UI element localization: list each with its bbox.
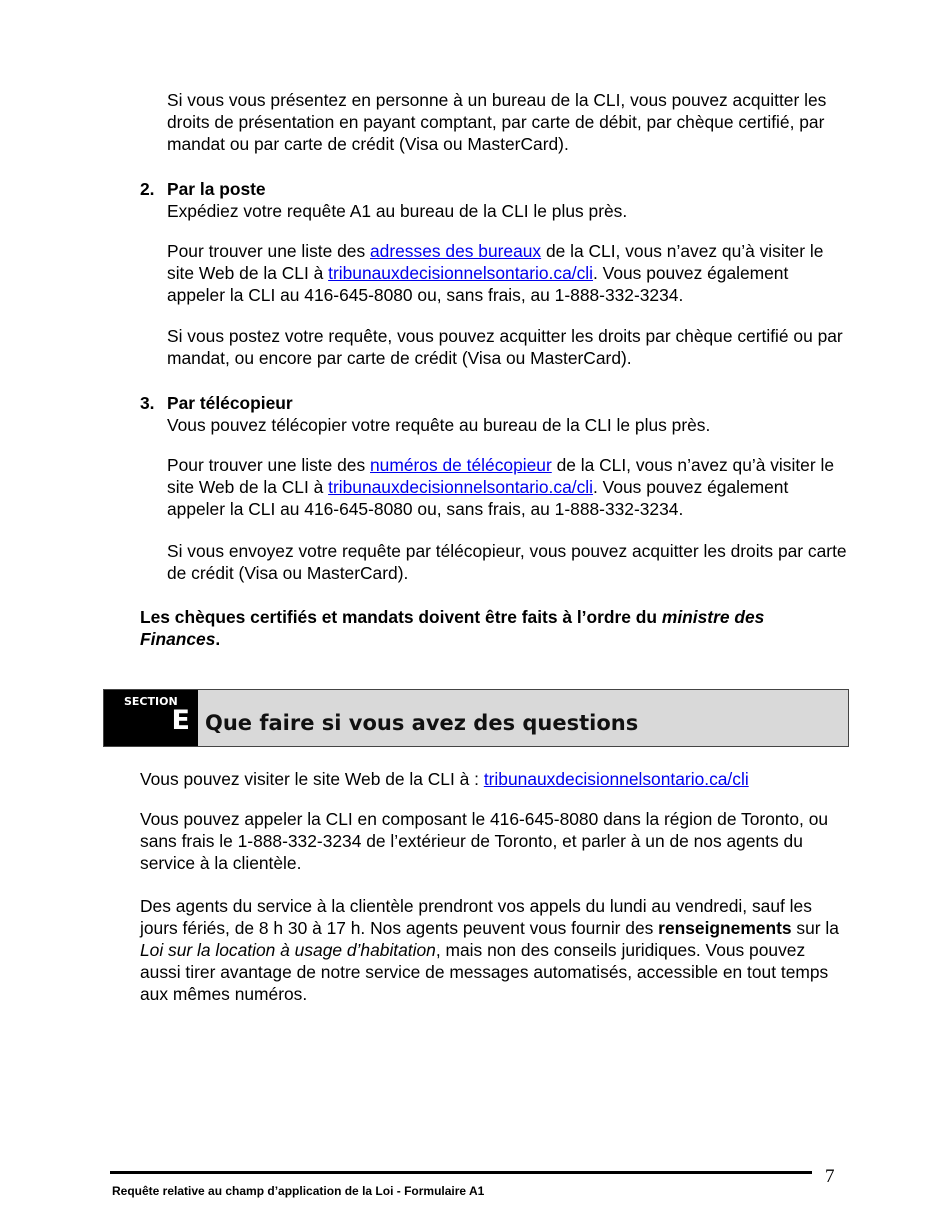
text: Les chèques certifiés et mandats doivent être faits à l’ordre du — [140, 607, 662, 627]
addresses-link[interactable]: adresses des bureaux — [370, 241, 542, 261]
item-number: 3. — [140, 393, 155, 413]
paragraph: Si vous postez votre requête, vous pouvez acquitter les droits par chèque certifié ou par mandat, ou encore par carte de crédit (Visa ou MasterCard). — [167, 326, 843, 368]
website-link[interactable]: tribunauxdecisionnelsontario.ca/cli — [483, 769, 749, 789]
text: de la CLI, vous n’avez qu’à visiter le site Web de la CLI à — [167, 241, 824, 283]
footer-text: Requête relative au champ d’application de la Loi - Formulaire A1 — [112, 1184, 485, 1198]
paragraph — [140, 895, 840, 1005]
website-link[interactable]: tribunauxdecisionnelsontario.ca/cli — [328, 477, 594, 497]
text: , mais non des conseils juridiques. Vous pouvez aussi tirer avantage de notre service de messages automatisés, accessible en tout temps aux mêmes numéros. — [140, 940, 829, 1004]
text: . Vous pouvez également appeler la CLI au 416-645-8080 ou, sans frais, au 1-888-332-3234. — [167, 263, 789, 305]
text: sur la — [791, 918, 839, 938]
intro-paragraph: Si vous vous présentez en personne à un bureau de la CLI, vous pouvez acquitter les droits de présentation en payant comptant, par carte de débit, par chèque certifié, par mandat ou par carte de crédit (Visa ou MasterCard). — [167, 90, 827, 154]
text: renseignements — [658, 918, 792, 938]
item-heading: Par la poste — [167, 179, 266, 199]
text: Pour trouver une liste des — [167, 241, 370, 261]
section-title: Que faire si vous avez des questions — [205, 711, 639, 735]
paragraph: Expédiez votre requête A1 au bureau de la CLI le plus près. — [167, 201, 628, 221]
text: Pour trouver une liste des — [167, 455, 370, 475]
text: Vous pouvez visiter le site Web de la CLI à : — [140, 769, 484, 789]
fax-numbers-link[interactable]: numéros de télécopieur — [370, 455, 552, 475]
footer-rule — [110, 1171, 812, 1174]
paragraph: Si vous envoyez votre requête par télécopieur, vous pouvez acquitter les droits par carte de crédit (Visa ou MasterCard). — [167, 541, 847, 583]
section-letter: E — [171, 705, 190, 736]
text: . Vous pouvez également appeler la CLI au 416-645-8080 ou, sans frais, au 1-888-332-3234. — [167, 477, 789, 519]
item-heading: Par télécopieur — [167, 393, 293, 413]
section-label: SECTION — [124, 695, 178, 708]
paragraph — [167, 240, 847, 306]
text: Des agents du service à la clientèle prendront vos appels du lundi au vendredi, sauf les jours fériés, de 8 h 30 à 17 h. Nos agents peuvent vous fournir des — [140, 896, 812, 938]
paragraph — [167, 454, 847, 520]
paragraph — [140, 768, 840, 790]
page-number: 7 — [825, 1166, 835, 1187]
paragraph: Vous pouvez appeler la CLI en composant le 416-645-8080 dans la région de Toronto, ou sans frais le 1-888-332-3234 de l’extérieur de Toronto, et parler à un de nos agents du service à la clientèle. — [140, 809, 829, 873]
section-header — [103, 689, 849, 747]
website-link[interactable]: tribunauxdecisionnelsontario.ca/cli — [328, 263, 594, 283]
law-title: Loi sur la location à usage d’habitation — [140, 940, 436, 960]
text: de la CLI, vous n’avez qu’à visiter le site Web de la CLI à — [167, 455, 835, 497]
paragraph: Vous pouvez télécopier votre requête au bureau de la CLI le plus près. — [167, 415, 711, 435]
text: . — [215, 629, 221, 649]
payee: ministre des Finances — [140, 607, 765, 649]
cheques-note — [140, 606, 830, 650]
item-number: 2. — [140, 179, 155, 199]
section-badge — [104, 690, 198, 746]
